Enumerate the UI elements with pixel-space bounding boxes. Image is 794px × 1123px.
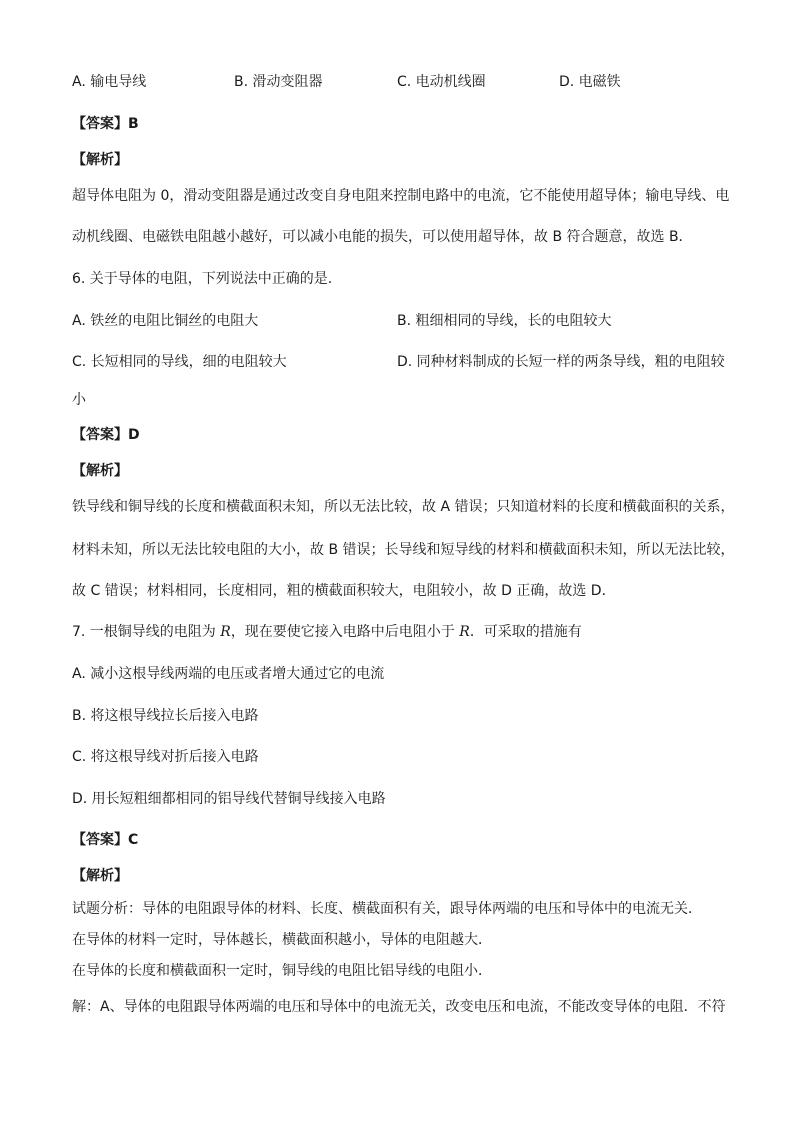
q7-variable-r-1: R xyxy=(220,624,231,640)
q7-question xyxy=(72,622,582,642)
q5-analysis-heading: 【解析】 xyxy=(72,152,128,168)
q7-question-part-2: ，现在要使它接入电路中后电阻小于 xyxy=(230,624,460,640)
q7-analysis-line-2: 在导体的材料一定时，导体越长，横截面积越小，导体的电阻越大． xyxy=(72,932,492,948)
q7-question-part-1: 7. 一根铜导线的电阻为 xyxy=(72,624,221,640)
q6-answer: 【答案】D xyxy=(72,427,140,443)
q5-analysis-line-1: 超导体电阻为 0，滑动变阻器是通过改变自身电阻来控制电路中的电流，它不能使用超导体；输电导线、电 xyxy=(72,188,730,204)
q5-analysis-line-2: 动机线圈、电磁铁电阻越小越好，可以减小电能的损失，可以使用超导体，故 B 符合题意，故选 B． xyxy=(72,229,693,245)
q5-option-b: B. 滑动变阻器 xyxy=(234,74,323,90)
q6-option-b: B. 粗细相同的导线，长的电阻较大 xyxy=(397,313,612,329)
q6-option-c: C. 长短相同的导线，细的电阻较大 xyxy=(72,354,287,370)
q7-option-b: B. 将这根导线拉长后接入电路 xyxy=(72,708,259,724)
q6-analysis-line-3: 故 C 错误；材料相同，长度相同，粗的横截面积较大，电阻较小，故 D 正确，故选 D． xyxy=(72,583,616,599)
q5-option-c: C. 电动机线圈 xyxy=(397,74,486,90)
q7-analysis-line-3: 在导体的长度和横截面积一定时，铜导线的电阻比铝导线的电阻小． xyxy=(72,963,492,979)
q7-analysis-line-1: 试题分析：导体的电阻跟导体的材料、长度、横截面积有关，跟导体两端的电压和导体中的电流无关． xyxy=(72,901,702,917)
q5-option-d: D. 电磁铁 xyxy=(559,74,621,90)
q7-option-d: D. 用长短粗细都相同的铝导线代替铜导线接入电路 xyxy=(72,791,386,807)
q6-analysis-line-2: 材料未知，所以无法比较电阻的大小，故 B 错误；长导线和短导线的材料和横截面积未知，所以无法比较， xyxy=(72,542,735,558)
q7-analysis-heading: 【解析】 xyxy=(72,868,128,884)
q7-analysis-line-4: 解：A、导体的电阻跟导体两端的电压和导体中的电流无关，改变电压和电流，不能改变导体的电阻．不符 xyxy=(72,999,726,1015)
q7-option-a: A. 减小这根导线两端的电压或者增大通过它的电流 xyxy=(72,666,385,682)
q6-option-d-continued: 小 xyxy=(72,392,86,408)
q7-answer: 【答案】C xyxy=(72,832,139,848)
q6-option-d: D. 同种材料制成的长短一样的两条导线，粗的电阻较 xyxy=(397,354,725,370)
q7-question-part-3: ．可采取的措施有 xyxy=(469,624,582,640)
q6-analysis-heading: 【解析】 xyxy=(72,463,128,479)
q5-answer: 【答案】B xyxy=(72,116,139,132)
q6-question: 6. 关于导体的电阻，下列说法中正确的是. xyxy=(72,271,333,287)
q7-option-c: C. 将这根导线对折后接入电路 xyxy=(72,749,259,765)
q6-analysis-line-1: 铁导线和铜导线的长度和横截面积未知，所以无法比较，故 A 错误；只知道材料的长度和横截面积的关系， xyxy=(72,499,735,515)
q5-option-a: A. 输电导线 xyxy=(72,74,147,90)
q7-variable-r-2: R xyxy=(459,624,470,640)
q6-option-a: A. 铁丝的电阻比铜丝的电阻大 xyxy=(72,313,259,329)
